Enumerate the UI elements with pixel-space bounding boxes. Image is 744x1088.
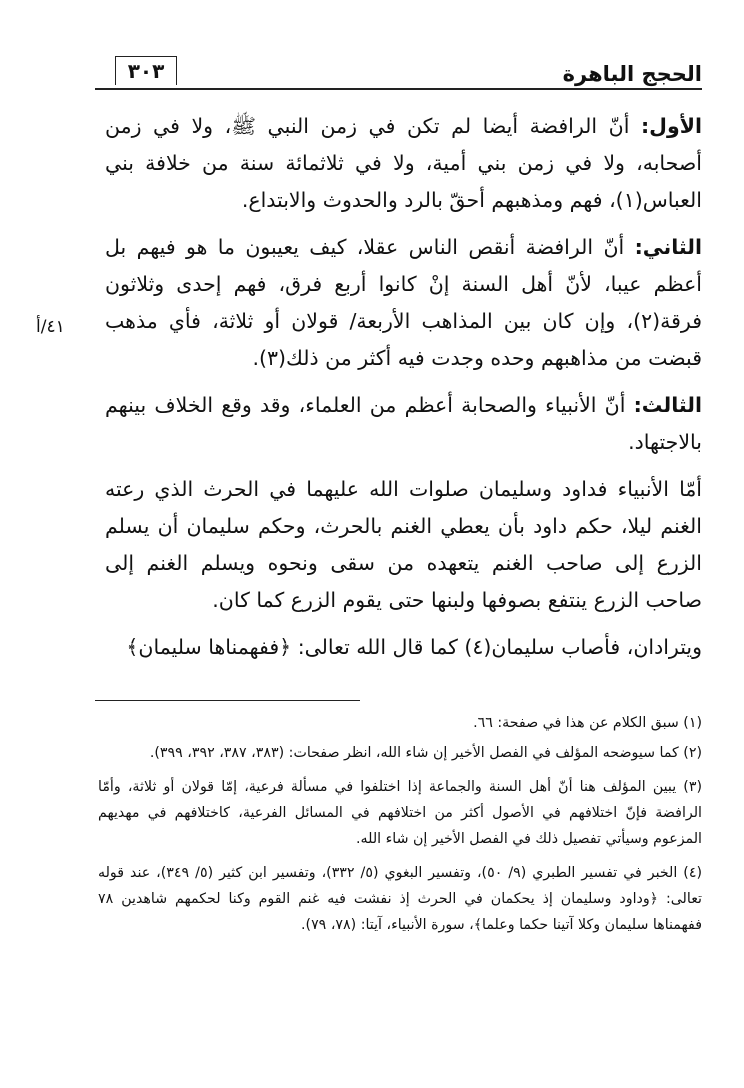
page-header xyxy=(95,52,702,92)
footnote-rule xyxy=(95,700,360,701)
main-text xyxy=(105,108,702,666)
manuscript-folio-note: ٤١/أ xyxy=(36,317,65,337)
paragraph-text: أنّ الرافضة أنقص الناس عقلا، كيف يعيبون ما هو فيهم بل أعظم عيبا، لأنّ أهل السنة إنْ كانوا أربع فرق، فهم إحدى وثلاثون فرقة(٢)، وإن كان بين المذاهب الأربعة/ قولان أو ثلاثة، فأي مذهب قبضت من مذاهبهم وحده وجدت فيه أكثر من ذلك(٣). xyxy=(105,235,702,370)
footnotes xyxy=(98,710,702,942)
paragraph-text: أنّ الرافضة أيضا لم تكن في زمن النبي ﷺ، ولا في زمن أصحابه، ولا في زمن بني أمية، ولا في ثلاثمائة سنة من خلافة بني العباس(١)، فهم ومذهبهم أحقّ بالرد والحدوث والابتداع. xyxy=(105,114,702,212)
footnote-1: (١) سبق الكلام عن هذا في صفحة: ٦٦. xyxy=(473,715,702,731)
footnote-3: (٣) يبين المؤلف هنا أنّ أهل السنة والجماعة إذا اختلفوا في مسألة فرعية، إمّا قولان أو ثلاثة، وأمّا الرافضة فإنّ اختلافهم في الأصول أكثر من اختلافهم في المسائل الفرعية، كاختلافهم في مهديهم المزعوم وسيأتي تفصيل ذلك في الفصل الأخير إن شاء الله. xyxy=(98,779,702,847)
footnote-2: (٢) كما سيوضحه المؤلف في الفصل الأخير إن شاء الله، انظر صفحات: (٣٨٣، ٣٨٧، ٣٩٢، ٣٩٩). xyxy=(149,745,702,761)
paragraph-prophets xyxy=(105,471,702,619)
paragraph-text: أمّا الأنبياء فداود وسليمان صلوات الله عليهما في الحرث الذي رعته الغنم ليلا، حكم داود بأن يعطي الغنم بالحرث، وحكم سليمان أن يسلم الزرع إلى صاحب الغنم يتعهده من سقى ونحوه ويسلم الغنم إلى صاحب الزرع ينتفع بصوفها ولبنها حتى يقوم الزرع كما كان. xyxy=(105,477,702,612)
paragraph-first xyxy=(105,108,702,219)
paragraph-text: أنّ الأنبياء والصحابة أعظم من العلماء، وقد وقع الخلاف بينهم بالاجتهاد. xyxy=(105,393,702,454)
footnote-4: (٤) الخبر في تفسير الطبري (٩/ ٥٠)، وتفسير البغوي (٥/ ٣٣٢)، وتفسير ابن كثير (٥/ ٣٤٩)، عند قوله تعالى: ﴿وداود وسليمان إذ يحكمان في الحرث إذ نفشت فيه غنم القوم وكنا لحكمهم شاهدين ٧٨ ففهمناها سليمان وكلا آتينا حكما وعلما﴾، سورة الأنبياء، آيتا: (٧٨، ٧٩). xyxy=(98,865,702,933)
paragraph-text: ويترادان، فأصاب سليمان(٤) كما قال الله تعالى: ﴿ففهمناها سليمان﴾ xyxy=(126,635,702,659)
paragraph-third xyxy=(105,387,702,461)
paragraph-lead: الثالث: xyxy=(633,393,702,417)
paragraph-verse xyxy=(105,629,702,666)
paragraph-lead: الثاني: xyxy=(634,235,702,259)
header-rule xyxy=(95,88,702,90)
paragraph-lead: الأول: xyxy=(640,114,702,138)
page-number: ٣٠٣ xyxy=(115,56,177,85)
paragraph-second xyxy=(105,229,702,377)
running-title: الحجج الباهرة xyxy=(562,62,702,86)
